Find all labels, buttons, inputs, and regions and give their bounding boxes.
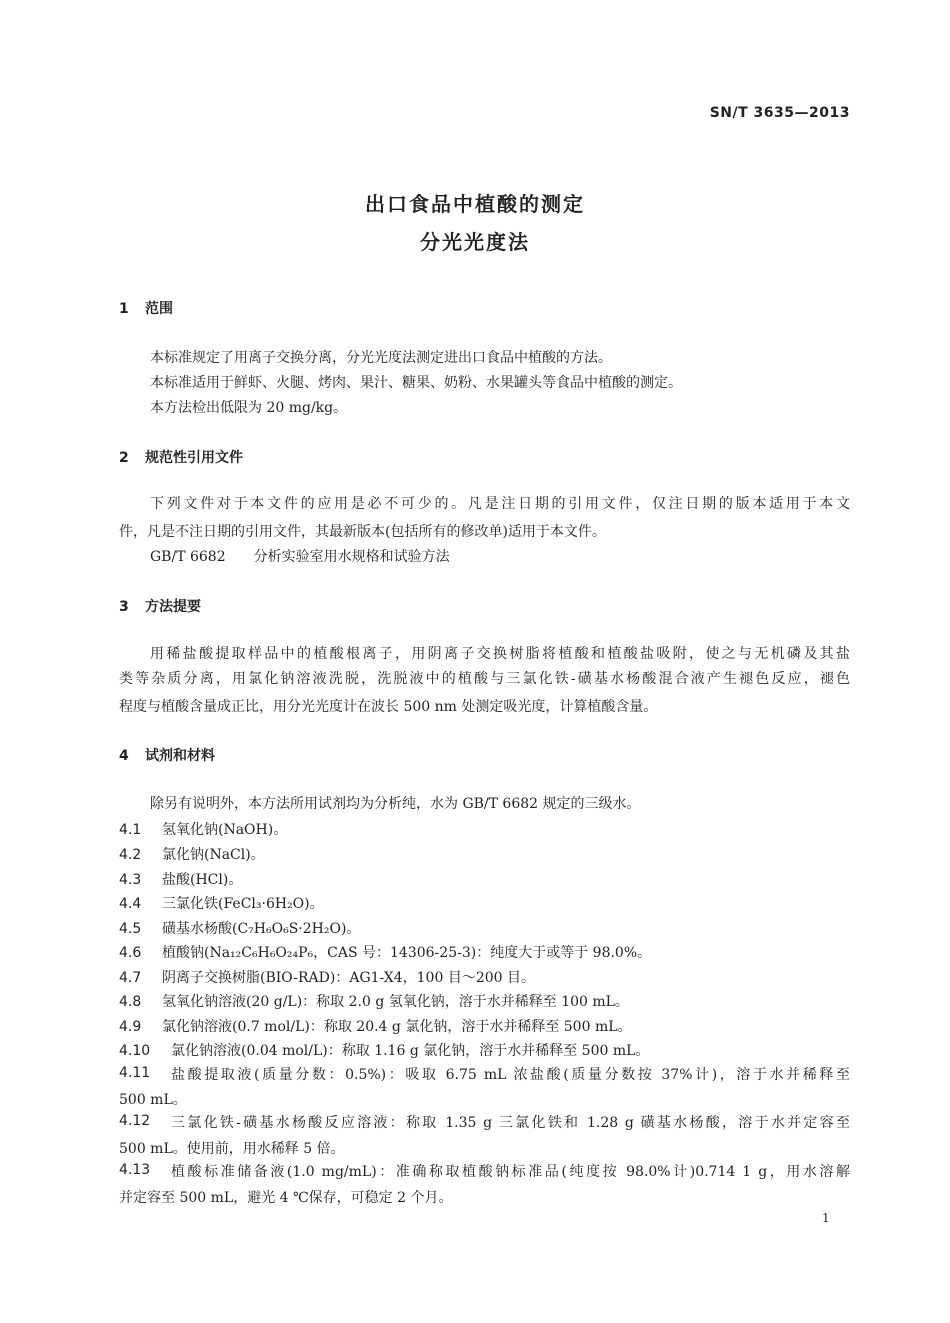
list-item [119, 819, 287, 839]
section-4-heading [119, 745, 215, 765]
list-item [119, 1016, 632, 1036]
item-number: 4.8 [119, 994, 142, 1010]
item-number: 4.7 [119, 970, 142, 986]
list-item [119, 844, 265, 864]
item-text-continuation: 并定容至 500 mL，避光 4 ℃保存，可稳定 2 个月。 [119, 1190, 453, 1206]
list-item [119, 893, 324, 913]
list-item [119, 1065, 850, 1085]
standard-code: SN/T 3635—2013 [709, 105, 850, 121]
list-item [119, 967, 535, 987]
document-subtitle: 分光光度法 [420, 230, 530, 254]
section-number: 3 [119, 599, 129, 615]
item-text: 氯化钠溶液(0.04 mol/L)：称取 1.16 g 氯化钠，溶于水并稀释至 500 mL。 [171, 1043, 650, 1059]
section-1-heading [119, 298, 173, 318]
item-text: 氢氧化钠溶液(20 g/L)：称取 2.0 g 氢氧化钠，溶于水并稀释至 100 mL。 [162, 994, 629, 1010]
section-3-heading [119, 596, 201, 616]
item-text: 盐酸提取液(质量分数：0.5%)：吸取 6.75 mL 浓盐酸(质量分数按 37%计)，溶于水并稀释至 [171, 1067, 850, 1083]
section-2-heading [119, 447, 243, 467]
item-number: 4.4 [119, 896, 142, 912]
item-text: 三氯化铁(FeCl₃·6H₂O)。 [162, 896, 324, 912]
paragraph: 除另有说明外，本方法所用试剂均为分析纯，水为 GB/T 6682 规定的三级水。 [150, 796, 641, 812]
item-number: 4.5 [119, 921, 142, 937]
paragraph: 本标准规定了用离子交换分离，分光光度法测定进出口食品中植酸的方法。 [150, 350, 612, 366]
item-number: 4.11 [119, 1065, 151, 1081]
section-number: 4 [119, 748, 129, 764]
item-text: 三氯化铁-磺基水杨酸反应溶液：称取 1.35 g 三氯化铁和 1.28 g 磺基水杨酸，溶于水并定容至 [171, 1115, 850, 1131]
paragraph-line: 程度与植酸含量成正比，用分光光度计在波长 500 nm 处测定吸光度，计算植酸含量。 [119, 699, 658, 715]
list-item [119, 869, 242, 889]
paragraph-line: 下列文件对于本文件的应用是必不可少的。凡是注日期的引用文件，仅注日期的版本适用于本文 [150, 496, 850, 512]
item-number: 4.10 [119, 1043, 151, 1059]
item-text-continuation: 500 mL。使用前，用水稀释 5 倍。 [119, 1141, 345, 1157]
list-item [119, 1162, 850, 1182]
item-text-continuation: 500 mL。 [119, 1092, 187, 1108]
paragraph-line: 用稀盐酸提取样品中的植酸根离子，用阴离子交换树脂将植酸和植酸盐吸附，使之与无机磷及其盐 [150, 646, 850, 662]
list-item [119, 1113, 850, 1133]
section-title: 范围 [145, 301, 173, 317]
item-number: 4.2 [119, 847, 142, 863]
item-number: 4.13 [119, 1162, 151, 1178]
list-item [119, 991, 629, 1011]
item-text: 盐酸(HCl)。 [162, 872, 243, 888]
item-text: 植酸钠(Na₁₂C₆H₆O₂₄P₆，CAS 号：14306-25-3)：纯度大于或等于 98.0%。 [162, 945, 652, 961]
document-title: 出口食品中植酸的测定 [365, 192, 585, 216]
list-item [119, 1040, 649, 1060]
paragraph: 本标准适用于鲜虾、火腿、烤肉、果汁、糖果、奶粉、水果罐头等食品中植酸的测定。 [150, 375, 682, 391]
list-item [119, 942, 651, 962]
item-text: 磺基水杨酸(C₇H₆O₆S·2H₂O)。 [162, 921, 361, 937]
item-number: 4.6 [119, 945, 142, 961]
page-number: 1 [822, 1211, 830, 1225]
paragraph-line: 类等杂质分离，用氯化钠溶液洗脱，洗脱液中的植酸与三氯化铁-磺基水杨酸混合液产生褪色反应，褪色 [119, 671, 850, 687]
item-text: 植酸标准储备液(1.0 mg/mL)：准确称取植酸钠标准品(纯度按 98.0%计)0.714 1 g，用水溶解 [171, 1164, 850, 1180]
section-title: 方法提要 [145, 599, 201, 615]
section-number: 2 [119, 450, 129, 466]
normative-reference [150, 546, 450, 566]
item-number: 4.9 [119, 1019, 142, 1035]
paragraph-line: 件，凡是不注日期的引用文件，其最新版本(包括所有的修改单)适用于本文件。 [119, 524, 606, 540]
paragraph: 本方法检出低限为 20 mg/kg。 [150, 400, 348, 416]
list-item [119, 918, 360, 938]
item-text: 氢氧化钠(NaOH)。 [162, 822, 288, 838]
section-title: 规范性引用文件 [145, 450, 243, 466]
item-number: 4.12 [119, 1113, 151, 1129]
section-number: 1 [119, 301, 129, 317]
section-title: 试剂和材料 [145, 748, 215, 764]
item-number: 4.1 [119, 822, 142, 838]
item-text: 阴离子交换树脂(BIO-RAD)：AG1-X4，100 目～200 目。 [162, 970, 535, 986]
reference-code: GB/T 6682 [150, 549, 226, 565]
reference-title: 分析实验室用水规格和试验方法 [253, 549, 450, 565]
item-text: 氯化钠溶液(0.7 mol/L)：称取 20.4 g 氯化钠，溶于水并稀释至 500 mL。 [162, 1019, 632, 1035]
item-text: 氯化钠(NaCl)。 [162, 847, 265, 863]
item-number: 4.3 [119, 872, 142, 888]
